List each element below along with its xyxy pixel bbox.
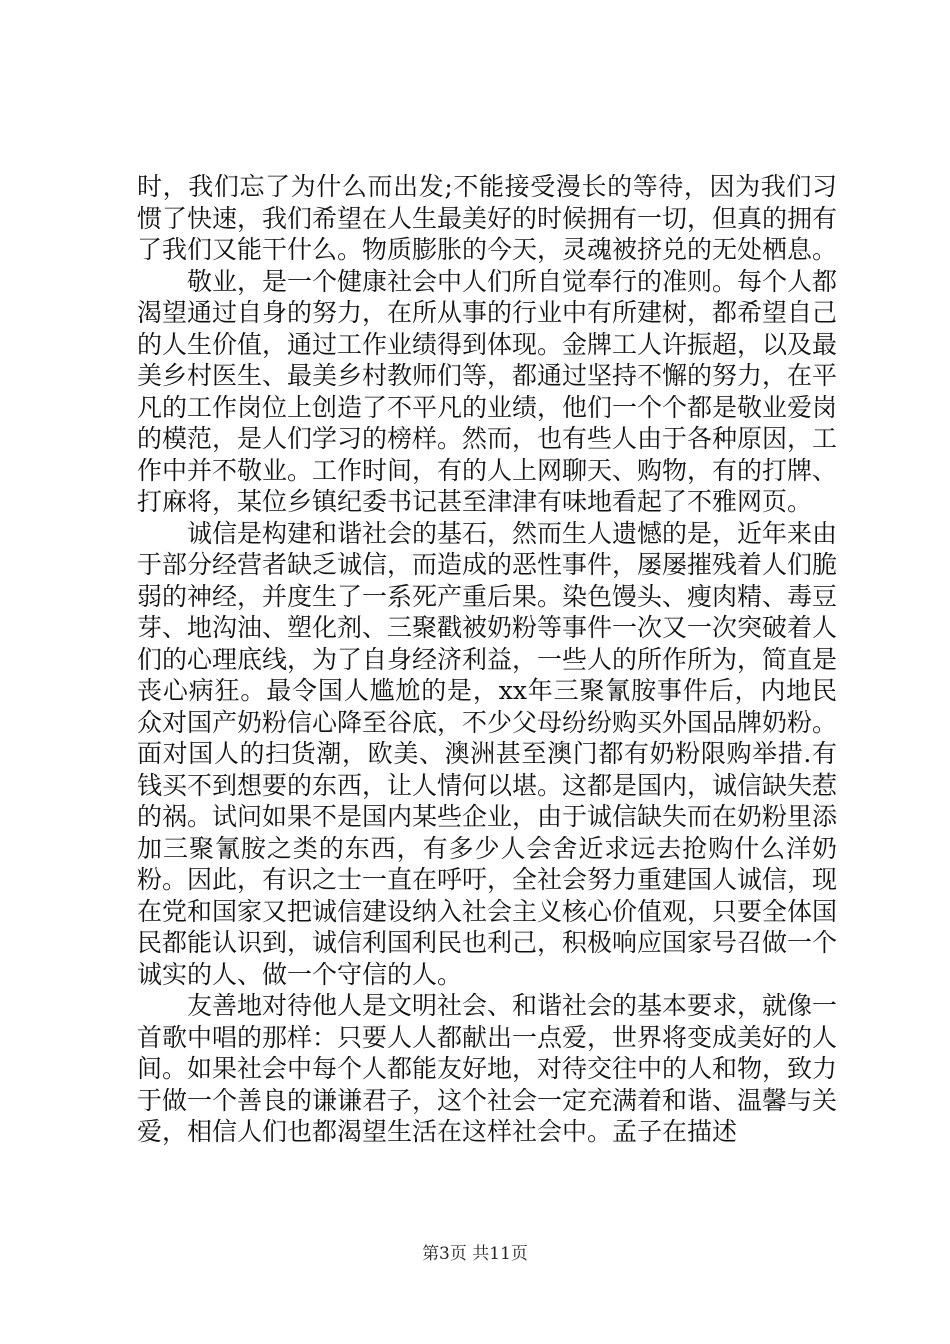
paragraph-dedication: 敬业，是一个健康社会中人们所自觉奉行的准则。每个人都渴望通过自身的努力，在所从事的行业中有所建树，都希望自己的人生价值，通过工作业绩得到体现。金牌工人许振超，以及最美乡村医生、最美乡村教师们等，都通过坚持不懈的努力，在平凡的工作岗位上创造了不平凡的业绩，他们一个个都是敬业爱岗的模范，是人们学习的榜样。然而，也有些人由于各种原因，工作中并不敬业。工作时间，有的人上网聊天、购物，有的打牌、打麻将，某位乡镇纪委书记甚至津津有味地看起了不雅网页。 [137,266,838,516]
page-footer: 第3页 共11页 [422,1244,528,1264]
document-body [137,171,837,1148]
paragraph-friendliness: 友善地对待他人是文明社会、和谐社会的基本要求，就像一首歌中唱的那样：只要人人都献出一点爱，世界将变成美好的人间。如果社会中每个人都能友好地，对待交往中的人和物，致力于做一个善良的谦谦君子，这个社会一定充满着和谐、温馨与关爱，相信人们也都渴望生活在这样社会中。孟子在描述 [137,991,838,1146]
paragraph-continued: 时，我们忘了为什么而出发;不能接受漫长的等待，因为我们习惯了快速，我们希望在人生最美好的时候拥有一切，但真的拥有了我们又能干什么。物质膨胀的今天，灵魂被挤兑的无处栖息。 [137,172,838,264]
paragraph-integrity: 诚信是构建和谐社会的基石，然而生人遗憾的是，近年来由于部分经营者缺乏诚信，而造成的恶性事件，屡屡摧残着人们脆弱的神经，并度生了一系死产重后果。染色馒头、瘦肉精、毒豆芽、地沟油、塑化剂、三聚戳被奶粉等事件一次又一次突破着人们的心理底线，为了自身经济利益，一些人的所作所为，简直是丧心病狂。最令国人尴尬的是，xx年三聚氰胺事件后，内地民众对国产奶粉信心降至谷底，不少父母纷纷购买外国品牌奶粉。面对国人的扫货潮，欧美、澳洲甚至澳门都有奶粉限购举措.有钱买不到想要的东西，让人情何以堪。这都是国内，诚信缺失惹的祸。试问如果不是国内某些企业，由于诚信缺失而在奶粉里添加三聚氰胺之类的东西，有多少人会舍近求远去抢购什么洋奶粉。因此，有识之士一直在呼吁，全社会努力重建国人诚信，现在党和国家又把诚信建设纳入社会主义核心价值观，只要全体国民都能认识到，诚信利国利民也利己，积极响应国家号召做一个诚实的人、做一个守信的人。 [137,518,838,989]
